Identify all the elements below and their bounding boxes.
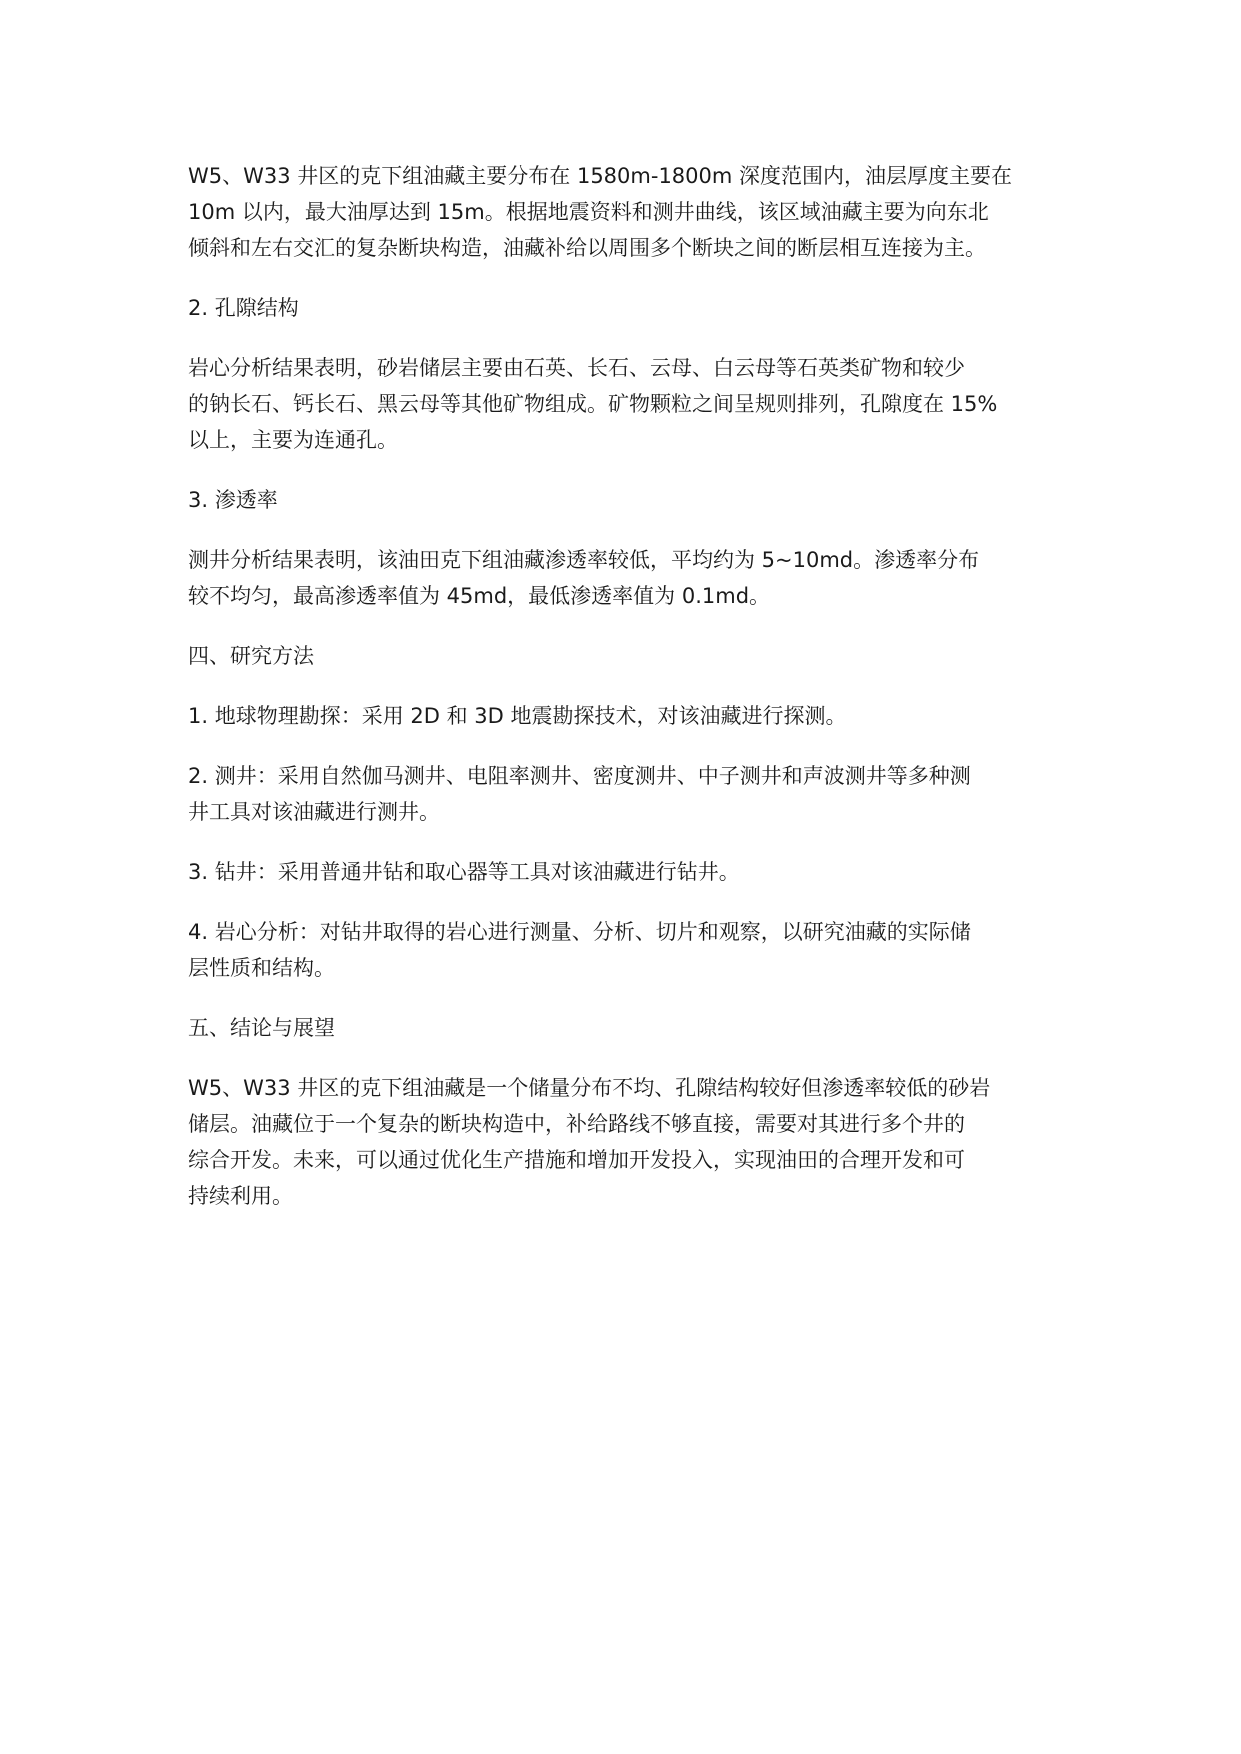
heading-text: 3. 渗透率 (188, 488, 278, 512)
text-line: W5、W33 井区的克下组油藏是一个储量分布不均、孔隙结构较好但渗透率较低的砂岩 (188, 1076, 991, 1100)
heading-text: 四、研究方法 (188, 644, 314, 668)
paragraph-method-core-analysis (188, 914, 1080, 986)
paragraph-conclusion (188, 1070, 1080, 1214)
paragraph-pore-structure (188, 350, 1080, 458)
text-line: 测井分析结果表明，该油田克下组油藏渗透率较低，平均约为 5~10md。渗透率分布 (188, 548, 980, 572)
text-line: 层性质和结构。 (188, 956, 335, 980)
text-line: 持续利用。 (188, 1184, 293, 1208)
text-line: 综合开发。未来，可以通过优化生产措施和增加开发投入，实现油田的合理开发和可 (188, 1148, 965, 1172)
heading-permeability (188, 482, 1080, 518)
paragraph-method-drilling (188, 854, 1080, 890)
paragraph-reservoir-distribution (188, 158, 1080, 266)
heading-research-methods (188, 638, 1080, 674)
text-line: 岩心分析结果表明，砂岩储层主要由石英、长石、云母、白云母等石英类矿物和较少 (188, 356, 965, 380)
heading-pore-structure (188, 290, 1080, 326)
text-line: 10m 以内，最大油厚达到 15m。根据地震资料和测井曲线，该区域油藏主要为向东北 (188, 200, 989, 224)
text-line: 1. 地球物理勘探：采用 2D 和 3D 地震勘探技术，对该油藏进行探测。 (188, 704, 847, 728)
text-line: 倾斜和左右交汇的复杂断块构造，油藏补给以周围多个断块之间的断层相互连接为主。 (188, 236, 986, 260)
text-line: 较不均匀，最高渗透率值为 45md，最低渗透率值为 0.1md。 (188, 584, 771, 608)
text-line: W5、W33 井区的克下组油藏主要分布在 1580m-1800m 深度范围内，油层厚度主要在 (188, 164, 1013, 188)
heading-conclusion (188, 1010, 1080, 1046)
text-line: 2. 测井：采用自然伽马测井、电阻率测井、密度测井、中子测井和声波测井等多种测 (188, 764, 971, 788)
heading-text: 五、结论与展望 (188, 1016, 335, 1040)
text-line: 以上，主要为连通孔。 (188, 428, 398, 452)
document-body (188, 158, 1080, 1238)
text-line: 井工具对该油藏进行测井。 (188, 800, 440, 824)
text-line: 4. 岩心分析：对钻井取得的岩心进行测量、分析、切片和观察，以研究油藏的实际储 (188, 920, 971, 944)
paragraph-permeability (188, 542, 1080, 614)
heading-text: 2. 孔隙结构 (188, 296, 299, 320)
text-line: 的钠长石、钙长石、黑云母等其他矿物组成。矿物颗粒之间呈规则排列，孔隙度在 15% (188, 392, 998, 416)
paragraph-method-geophysics (188, 698, 1080, 734)
text-line: 储层。油藏位于一个复杂的断块构造中，补给路线不够直接，需要对其进行多个井的 (188, 1112, 965, 1136)
paragraph-method-logging (188, 758, 1080, 830)
text-line: 3. 钻井：采用普通井钻和取心器等工具对该油藏进行钻井。 (188, 860, 740, 884)
